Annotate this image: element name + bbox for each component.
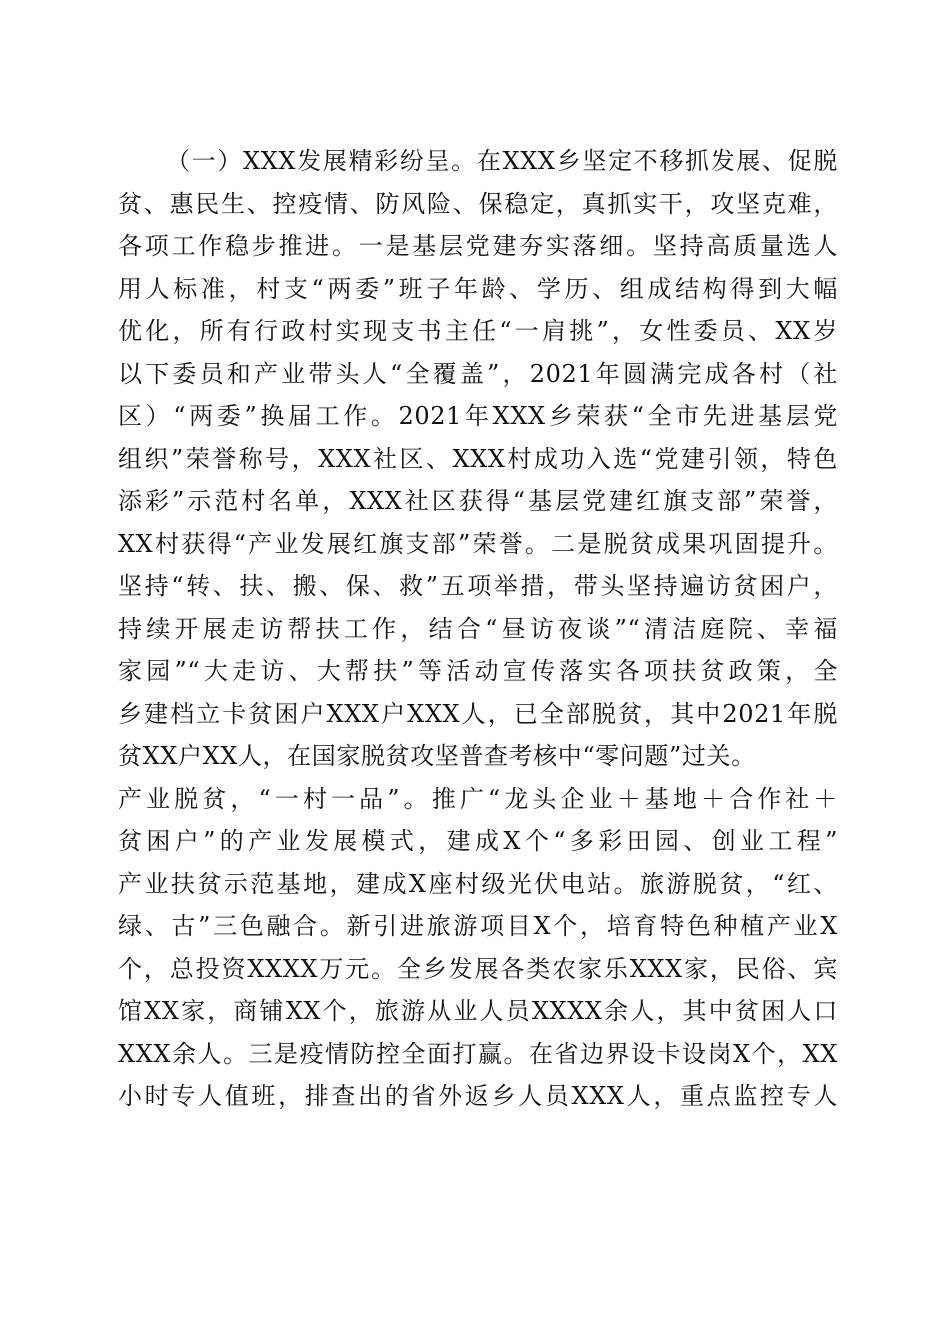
text-line: 以下委员和产业带头人“全覆盖”，2021年圆满完成各村（社 <box>118 359 838 388</box>
text-line: 坚持“转、扶、搬、保、救”五项举措，带头坚持遍访贫困户， <box>118 572 838 600</box>
body-paragraph <box>118 140 838 1118</box>
text-line: 家园”“大走访、大帮扶”等活动宣传落实各项扶贫政策，全 <box>118 657 838 685</box>
text-line: 添彩”示范村名单，XXX社区获得“基层党建红旗支部”荣誉， <box>118 487 838 515</box>
text-line: 产业脱贫，“一村一品”。推广“龙头企业＋基地＋合作社＋ <box>118 784 838 813</box>
text-line: 用人标准，村支“两委”班子年龄、学历、组成结构得到大幅 <box>118 274 838 303</box>
text-line: 各项工作稳步推进。一是基层党建夯实落细。坚持高质量选人 <box>118 232 838 260</box>
text-line: XXX余人。三是疫情防控全面打赢。在省边界设卡设岗X个，XX <box>118 1039 838 1068</box>
text-line: 馆XX家，商铺XX个，旅游从业人员XXXX余人，其中贫困人口 <box>118 997 838 1025</box>
text-line: XX村获得“产业发展红旗支部”荣誉。二是脱贫成果巩固提升。 <box>118 529 838 558</box>
text-line: 组织”荣誉称号，XXX社区、XXX村成功入选“党建引领，特色 <box>118 444 838 473</box>
text-line: 持续开展走访帮扶工作，结合“昼访夜谈”“清洁庭院、幸福 <box>118 614 838 643</box>
text-line: 绿、古”三色融合。新引进旅游项目X个，培育特色种植产业X <box>118 912 838 940</box>
text-line: 贫困户”的产业发展模式，建成X个“多彩田园、创业工程” <box>118 827 838 855</box>
text-line: 贫、惠民生、控疫情、防风险、保稳定，真抓实干，攻坚克难， <box>118 189 838 218</box>
text-line: 区）“两委”换届工作。2021年XXX乡荣获“全市先进基层党 <box>118 402 838 430</box>
text-line: （一）XXX发展精彩纷呈。在XXX乡坚定不移抓发展、促脱 <box>166 147 838 175</box>
text-line: 乡建档立卡贫困户XXX户XXX人，已全部脱贫，其中2021年脱 <box>118 699 838 728</box>
text-line: 贫XX户XX人，在国家脱贫攻坚普查考核中“零问题”过关。 <box>118 742 756 770</box>
text-line: 个，总投资XXXX万元。全乡发展各类农家乐XXX家，民俗、宾 <box>118 954 838 983</box>
text-line: 小时专人值班，排查出的省外返乡人员XXX人，重点监控专人 <box>118 1082 838 1110</box>
text-line: 优化，所有行政村实现支书主任“一肩挑”，女性委员、XX岁 <box>118 317 838 345</box>
text-line: 产业扶贫示范基地，建成X座村级光伏电站。旅游脱贫，“红、 <box>118 869 838 898</box>
